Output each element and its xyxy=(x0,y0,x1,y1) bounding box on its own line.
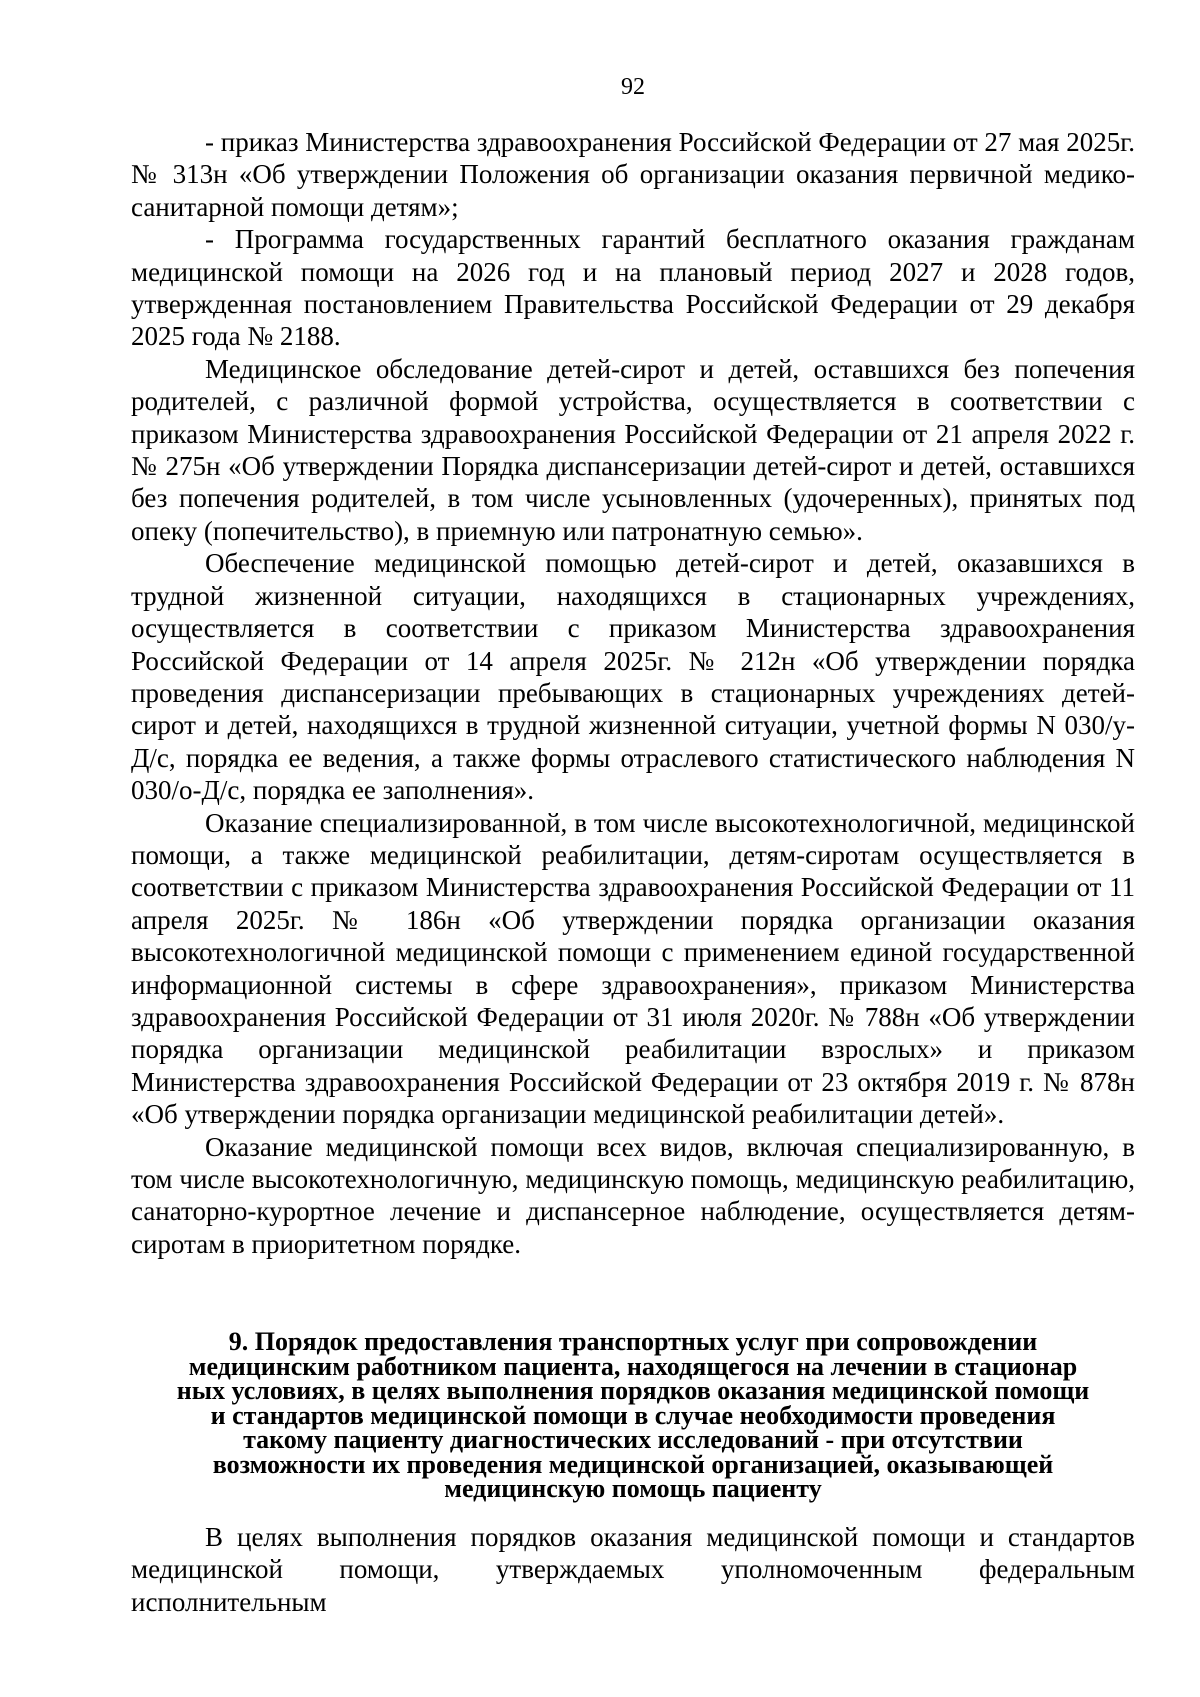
body-text xyxy=(131,126,1135,1260)
paragraph-medical-care-provision: Обеспечение медицинской помощью детей-сирот и детей, оказавшихся в трудной жизненной ситуации, находящихся в стационарных учреждениях, осуществляется в соответствии с приказом Министерства здравоохранения Российской Федерации от 14 апреля 2025г. № 212н «Об утверждении порядка проведения диспансеризации пребывающих в стационарных учреждениях детей-сирот и детей, находящихся в трудной жизненной ситуации, учетной формы N 030/у-Д/с, порядка ее ведения, а также формы отраслевого статистического наблюдения N 030/о-Д/с, порядка ее заполнения». xyxy=(131,548,1135,806)
heading-line: возможности их проведения медицинской организацией, оказывающей xyxy=(212,1449,1054,1479)
paragraph-priority-care: Оказание медицинской помощи всех видов, включая специализированную, в том числе высокотехнологичную, медицинскую помощь, медицинскую реабилитацию, санаторно-курортное лечение и диспансерное наблюдение, осуществляется детям-сиротам в приоритетном порядке. xyxy=(131,1131,1135,1259)
paragraph-specialized-care: Оказание специализированной, в том числе высокотехнологичной, медицинской помощи, а также медицинской реабилитации, детям-сиротам осуществляется в соответствии с приказом Министерства здравоохранения Российской Федерации от 11 апреля 2025г. № 186н «Об утверждении порядка организации оказания высокотехнологичной медицинской помощи с применением единой государственной информационной системы в сфере здравоохранения», приказом Министерства здравоохранения Российской Федерации от 31 июля 2020г. № 788н «Об утверждении порядка организации медицинской реабилитации взрослых» и приказом Министерства здравоохранения Российской Федерации от 23 октября 2019 г. № 878н «Об утверждении порядка организации медицинской реабилитации детей». xyxy=(131,807,1135,1130)
paragraph-order-313n: - приказ Министерства здравоохранения Российской Федерации от 27 мая 2025г. № 313н «Об утверждении Положения об организации оказания первичной медико-санитарной помощи детям»; xyxy=(131,127,1135,222)
section-heading xyxy=(131,1327,1135,1503)
heading-line: и стандартов медицинской помощи в случае необходимости проведения xyxy=(210,1400,1056,1430)
page-number: 92 xyxy=(621,74,645,100)
closing-text xyxy=(131,1521,1135,1618)
heading-line: медицинским работником пациента, находящегося на лечении в стационар xyxy=(188,1351,1078,1381)
heading-line: ных условиях, в целях выполнения порядков оказания медицинской помощи xyxy=(176,1376,1090,1405)
paragraph-state-guarantees-program: - Программа государственных гарантий бесплатного оказания гражданам медицинской помощи на 2026 год и на плановый период 2027 и 2028 годов, утвержденная постановлением Правительства Российской Федерации от 29 декабря 2025 года № 2188. xyxy=(131,224,1135,352)
heading-line: 9. Порядок предоставления транспортных услуг при сопровождении xyxy=(228,1327,1038,1356)
heading-line: медицинскую помощь пациенту xyxy=(444,1474,822,1503)
paragraph-transport-services: В целях выполнения порядков оказания медицинской помощи и стандартов медицинской помощи, утверждаемых уполномоченным федеральным исполнительным xyxy=(131,1522,1135,1617)
heading-line: такому пациенту диагностических исследований - при отсутствии xyxy=(243,1425,1023,1454)
paragraph-medical-examination: Медицинское обследование детей-сирот и детей, оставшихся без попечения родителей, с различной формой устройства, осуществляется в соответствии с приказом Министерства здравоохранения Российской Федерации от 21 апреля 2022 г. № 275н «Об утверждении Порядка диспансеризации детей-сирот и детей, оставшихся без попечения родителей, в том числе усыновленных (удочеренных), принятых под опеку (попечительство), в приемную или патронатную семью». xyxy=(131,353,1135,546)
